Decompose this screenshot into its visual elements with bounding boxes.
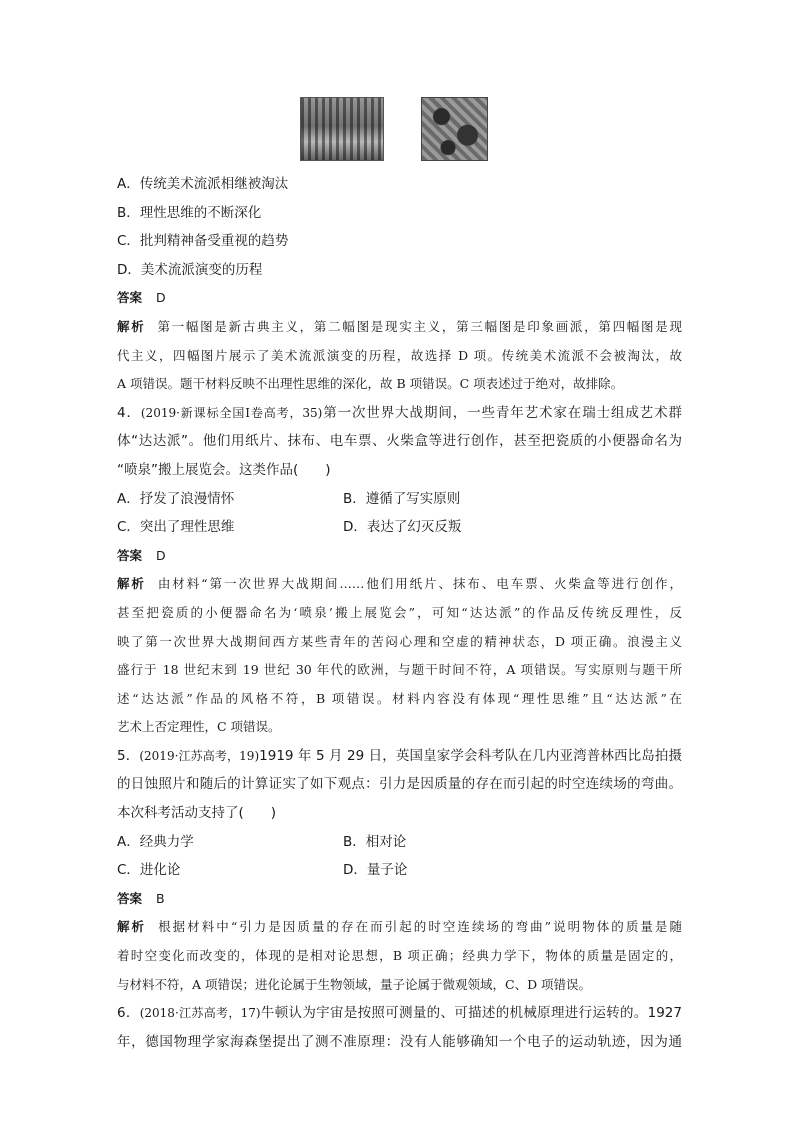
q3-option-b: B．理性思维的不断深化 — [117, 204, 262, 221]
q3-option-c: C．批判精神备受重视的趋势 — [117, 233, 289, 250]
q5-stem-line-2: 的日蚀照片和随后的计算证实了如下观点：引力是因质量的存在而引起的时空连续场的弯曲。 — [117, 776, 682, 793]
analysis-label: 解析 — [117, 576, 146, 592]
q4-option-a: A．抒发了浪漫情怀 — [117, 490, 235, 507]
painting-image-4 — [421, 97, 488, 161]
question-number: 5． — [117, 747, 140, 764]
q5-option-d: D．量子论 — [343, 862, 408, 879]
q5-option-b: B．相对论 — [343, 833, 407, 850]
question-source: (2019·新课标全国Ⅰ卷高考，35) — [140, 405, 323, 420]
q4-analysis-line-1: 解析 由材料“第一次世界大战期间……他们用纸片、抹布、电车票、火柴盒等进行创作， — [117, 576, 682, 592]
q6-stem-line-2: 年，德国物理学家海森堡提出了测不准原理：没有人能够确知一个电子的运动轨迹，因为通 — [117, 1033, 682, 1050]
q4-analysis-line-5: 述“达达派”作品的风格不符，B 项错误。材料内容没有体现“理性思维”且“达达派”在 — [117, 690, 682, 706]
q3-option-a: A．传统美术流派相继被淘汰 — [117, 176, 289, 192]
q4-answer — [117, 542, 682, 571]
q4-option-c: C．突出了理性思维 — [117, 519, 235, 536]
q5-options-row-1 — [117, 828, 682, 857]
q6-stem-line-1: 6．(2018·江苏高考，17)牛顿认为宇宙是按照可测量的、可描述的机械原理进行运转的。1927 — [117, 1005, 682, 1022]
q5-option-c: C．进化论 — [117, 862, 181, 879]
q4-stem-line-1: 4．(2019·新课标全国Ⅰ卷高考，35)第一次世界大战期间，一些青年艺术家在瑞士组成艺术群 — [117, 404, 683, 421]
q5-stem-line-3: 本次科考活动支持了( ) — [117, 805, 277, 822]
document-body — [117, 170, 682, 1056]
question-number: 6． — [117, 1005, 140, 1022]
q3-analysis-line-3: A 项错误。题干材料反映不出理性思维的深化，故 B 项错误。C 项表述过于绝对，故排除。 — [117, 376, 624, 392]
analysis-label: 解析 — [117, 919, 147, 935]
q5-analysis-line-3: 与材料不符，A 项错误；进化论属于生物领域，量子论属于微观领域，C、D 项错误。 — [117, 976, 592, 992]
q5-answer — [117, 885, 682, 914]
answer-value: D — [156, 290, 166, 306]
q4-options-row-2 — [117, 513, 682, 542]
question-number: 4． — [117, 404, 141, 421]
q4-analysis-line-6: 艺术上否定理性，C 项错误。 — [117, 719, 281, 735]
q5-stem-line-1: 5．(2019·江苏高考，19)1919 年 5 月 29 日，英国皇家学会科考队在几内亚湾普林西比岛拍摄 — [117, 747, 682, 764]
painting-image-3 — [300, 97, 384, 161]
q5-analysis-line-2: 着时空变化而改变的，体现的是相对论思想，B 项正确；经典力学下，物体的质量是固定的， — [117, 948, 682, 964]
q4-options-row-1 — [117, 485, 682, 514]
q4-analysis-line-2: 甚至把瓷质的小便器命名为‘喷泉’搬上展览会”，可知“达达派”的作品反传统反理性，反 — [117, 604, 682, 620]
q3-analysis-line-2: 代主义，四幅图片展示了美术流派演变的历程，故选择 D 项。传统美术流派不会被淘汰，故 — [117, 347, 682, 363]
artwork-images — [300, 97, 490, 159]
q5-options-row-2 — [117, 856, 682, 885]
answer-value: D — [156, 547, 166, 563]
question-source: (2018·江苏高考，17) — [139, 1006, 261, 1021]
q5-analysis-line-1: 解析 根据材料中“引力是因质量的存在而引起的时空连续场的弯曲”说明物体的质量是随 — [117, 919, 682, 935]
q4-analysis-line-4: 盛行于 18 世纪末到 19 世纪 30 年代的欧洲，与题干时间不符，A 项错误。写实原则与题干所 — [117, 662, 682, 678]
q4-option-b: B．遵循了写实原则 — [343, 490, 461, 507]
answer-label: 答案 — [117, 890, 143, 906]
answer-label: 答案 — [117, 290, 143, 306]
question-source: (2019·江苏高考，19) — [139, 748, 260, 763]
q4-option-d: D．表达了幻灭反叛 — [343, 519, 462, 536]
answer-value: B — [156, 890, 165, 906]
q4-stem-line-2: 体“达达派”。他们用纸片、抹布、电车票、火柴盒等进行创作，甚至把瓷质的小便器命名为 — [117, 433, 682, 450]
q3-analysis-line-1: 解析 第一幅图是新古典主义，第二幅图是现实主义，第三幅图是印象画派，第四幅图是现 — [117, 318, 682, 334]
answer-label: 答案 — [117, 547, 143, 563]
analysis-label: 解析 — [117, 318, 146, 334]
q4-analysis-line-3: 映了第一次世界大战期间西方某些青年的苦闷心理和空虚的精神状态，D 项正确。浪漫主义 — [117, 633, 682, 649]
q3-option-d: D．美术流派演变的历程 — [117, 261, 263, 278]
q4-stem-line-3: “喷泉”搬上展览会。这类作品( ) — [117, 461, 331, 478]
q3-answer — [117, 284, 682, 313]
q5-option-a: A．经典力学 — [117, 833, 194, 850]
